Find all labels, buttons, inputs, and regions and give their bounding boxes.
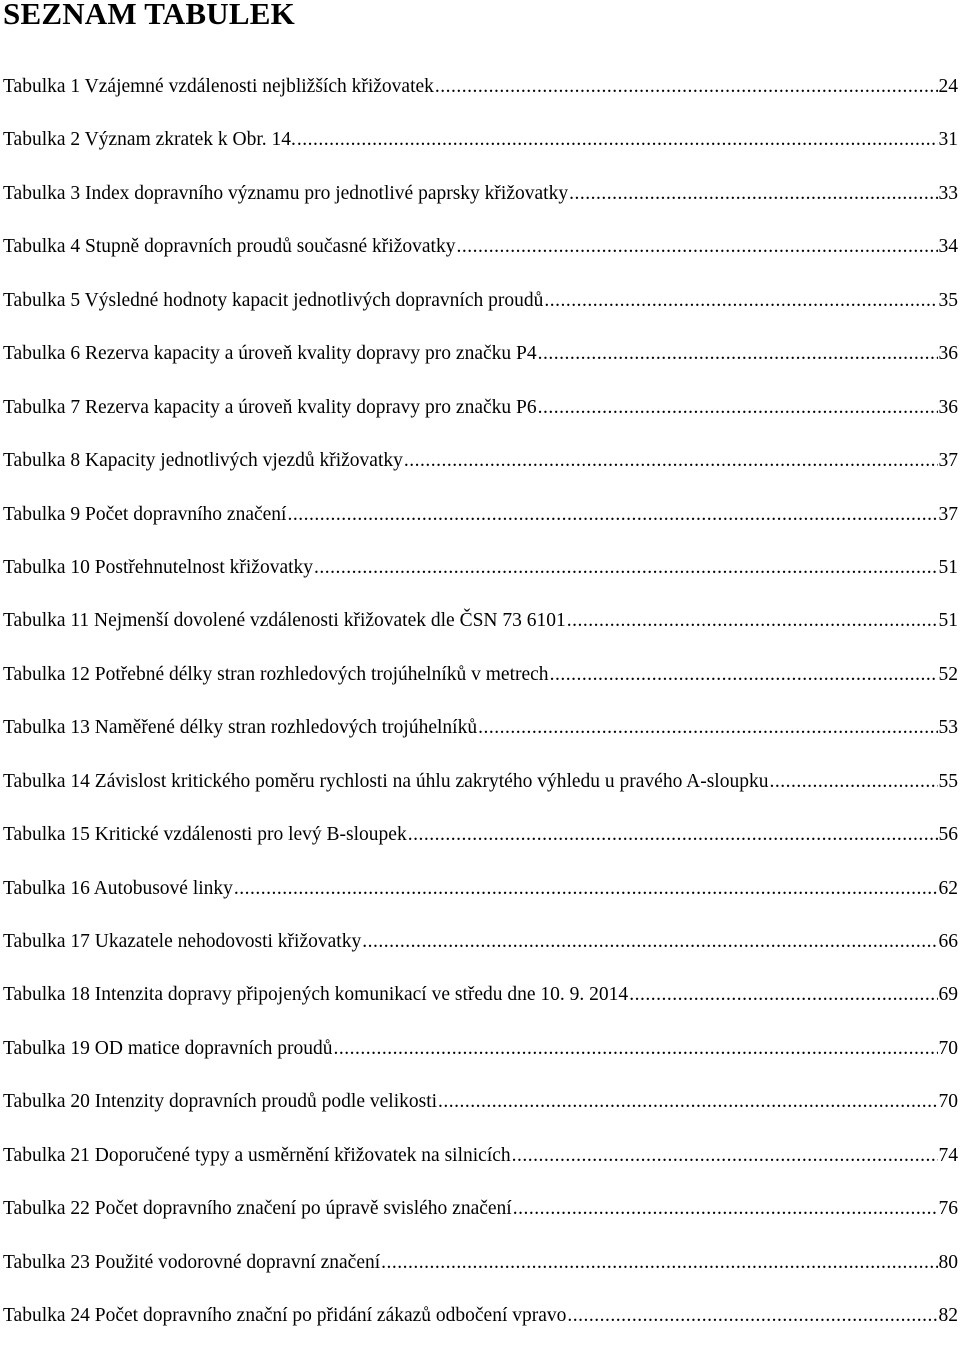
toc-entry-page: 82 (938, 1305, 958, 1327)
toc-entry-24[interactable] (3, 1299, 958, 1352)
toc-entry-page: 66 (938, 931, 958, 952)
toc-entry-label: Tabulka 12 Potřebné délky stran rozhledových trojúhelníků v metrech (3, 663, 549, 685)
toc-entry-9[interactable] (3, 498, 958, 551)
dot-leader (438, 1085, 937, 1119)
dot-leader (456, 230, 937, 264)
dot-leader (334, 1032, 938, 1066)
toc-entry-15[interactable] (3, 818, 958, 871)
toc-entry-label: Tabulka 18 Intenzita dopravy připojených komunikací ve středu dne 10. 9. 2014 (3, 984, 629, 1006)
toc-entry-page: 34 (938, 236, 958, 258)
toc-entry-label: Tabulka 17 Ukazatele nehodovosti křižovatky (3, 931, 362, 952)
dot-leader (362, 925, 937, 959)
toc-entry-5[interactable] (3, 284, 958, 337)
toc-entry-page: 62 (938, 877, 958, 899)
toc-entry-20[interactable] (3, 1085, 958, 1138)
dot-leader (569, 177, 937, 211)
toc-entry-label: Tabulka 22 Počet dopravního značení po úpravě svislého značení (3, 1198, 512, 1220)
toc-entry-label: Tabulka 10 Postřehnutelnost křižovatky (3, 556, 314, 578)
dot-leader (435, 70, 938, 104)
toc-entry-page: 76 (938, 1198, 958, 1220)
toc-entry-1[interactable] (3, 70, 958, 123)
toc-entry-page: 36 (938, 343, 958, 365)
toc-entry-page: 55 (938, 770, 958, 792)
toc-entry-page: 36 (938, 396, 958, 418)
toc-entry-label: Tabulka 4 Stupně dopravních proudů současné křižovatky (3, 236, 456, 258)
toc-entry-6[interactable] (3, 337, 958, 390)
dot-leader (550, 658, 938, 692)
toc-entry-page: 37 (938, 503, 958, 525)
dot-leader (287, 498, 937, 532)
toc-entry-label: Tabulka 8 Kapacity jednotlivých vjezdů křižovatky (3, 450, 403, 472)
toc-entry-16[interactable] (3, 872, 958, 925)
toc-entry-page: 70 (938, 1037, 958, 1059)
toc-entry-label: Tabulka 21 Doporučené typy a usměrnění křižovatek na silnicích (3, 1144, 511, 1166)
toc-entry-label: Tabulka 9 Počet dopravního značení (3, 503, 287, 525)
dot-leader (567, 1299, 937, 1333)
toc-entry-label: Tabulka 6 Rezerva kapacity a úroveň kvality dopravy pro značku P4 (3, 343, 537, 365)
toc-entry-label: Tabulka 3 Index dopravního významu pro jednotlivé paprsky křižovatky (3, 182, 569, 204)
dot-leader (234, 872, 938, 906)
toc-entry-label: Tabulka 19 OD matice dopravních proudů (3, 1037, 333, 1059)
toc-entry-label: Tabulka 5 Výsledné hodnoty kapacit jednotlivých dopravních proudů (3, 289, 544, 311)
toc-entry-page: 53 (938, 717, 958, 739)
toc-entry-label: Tabulka 16 Autobusové linky (3, 877, 233, 899)
toc-entry-4[interactable] (3, 230, 958, 283)
dot-leader (408, 818, 938, 852)
page-title: SEZNAM TABULEK (3, 0, 295, 31)
dot-leader (381, 1246, 937, 1280)
toc-entry-18[interactable] (3, 978, 958, 1031)
toc-entry-7[interactable] (3, 391, 958, 444)
table-of-tables-list (3, 70, 958, 1353)
toc-entry-label: Tabulka 2 Význam zkratek k Obr. 14. (3, 129, 296, 151)
toc-entry-8[interactable] (3, 444, 958, 497)
toc-entry-page: 51 (938, 556, 958, 578)
toc-entry-label: Tabulka 11 Nejmenší dovolené vzdálenosti křižovatek dle ČSN 73 6101 (3, 610, 566, 632)
toc-entry-10[interactable] (3, 551, 958, 604)
toc-entry-page: 24 (938, 76, 958, 97)
toc-entry-label: Tabulka 7 Rezerva kapacity a úroveň kvality dopravy pro značku P6 (3, 396, 537, 418)
toc-entry-page: 80 (938, 1251, 958, 1273)
toc-entry-page: 70 (938, 1091, 958, 1113)
dot-leader (629, 978, 937, 1012)
dot-leader (567, 604, 938, 638)
toc-entry-page: 69 (938, 984, 958, 1006)
toc-entry-13[interactable] (3, 711, 958, 764)
toc-entry-11[interactable] (3, 604, 958, 657)
dot-leader (538, 337, 938, 371)
toc-entry-label: Tabulka 15 Kritické vzdálenosti pro levý B-sloupek (3, 824, 407, 846)
toc-entry-14[interactable] (3, 765, 958, 818)
toc-entry-label: Tabulka 1 Vzájemné vzdálenosti nejbližších křižovatek (3, 76, 434, 97)
toc-entry-label: Tabulka 14 Závislost kritického poměru rychlosti na úhlu zakrytého výhledu u pravého A-sloupku (3, 770, 769, 792)
toc-entry-23[interactable] (3, 1246, 958, 1299)
toc-entry-page: 56 (938, 824, 958, 846)
dot-leader (513, 1192, 938, 1226)
toc-entry-page: 74 (938, 1144, 958, 1166)
toc-entry-page: 33 (938, 182, 958, 204)
toc-entry-label: Tabulka 23 Použité vodorovné dopravní značení (3, 1251, 381, 1273)
toc-entry-label: Tabulka 20 Intenzity dopravních proudů podle velikosti (3, 1091, 438, 1113)
dot-leader (512, 1139, 938, 1173)
toc-entry-12[interactable] (3, 658, 958, 711)
dot-leader (314, 551, 937, 585)
toc-entry-2[interactable] (3, 123, 958, 176)
dot-leader (544, 284, 937, 318)
toc-entry-label: Tabulka 24 Počet dopravního znační po přidání zákazů odbočení vpravo (3, 1305, 567, 1327)
toc-entry-3[interactable] (3, 177, 958, 230)
toc-entry-19[interactable] (3, 1032, 958, 1085)
toc-entry-page: 35 (938, 289, 958, 311)
dot-leader (538, 391, 938, 425)
toc-entry-page: 31 (938, 129, 958, 151)
dot-leader (769, 765, 937, 799)
toc-entry-label: Tabulka 13 Naměřené délky stran rozhledových trojúhelníků (3, 717, 478, 739)
toc-entry-page: 52 (938, 663, 958, 685)
toc-entry-17[interactable] (3, 925, 958, 978)
dot-leader (478, 711, 937, 745)
dot-leader (297, 123, 938, 157)
toc-entry-21[interactable] (3, 1139, 958, 1192)
dot-leader (404, 444, 938, 478)
toc-entry-22[interactable] (3, 1192, 958, 1245)
toc-entry-page: 37 (938, 450, 958, 472)
toc-entry-page: 51 (938, 610, 958, 632)
